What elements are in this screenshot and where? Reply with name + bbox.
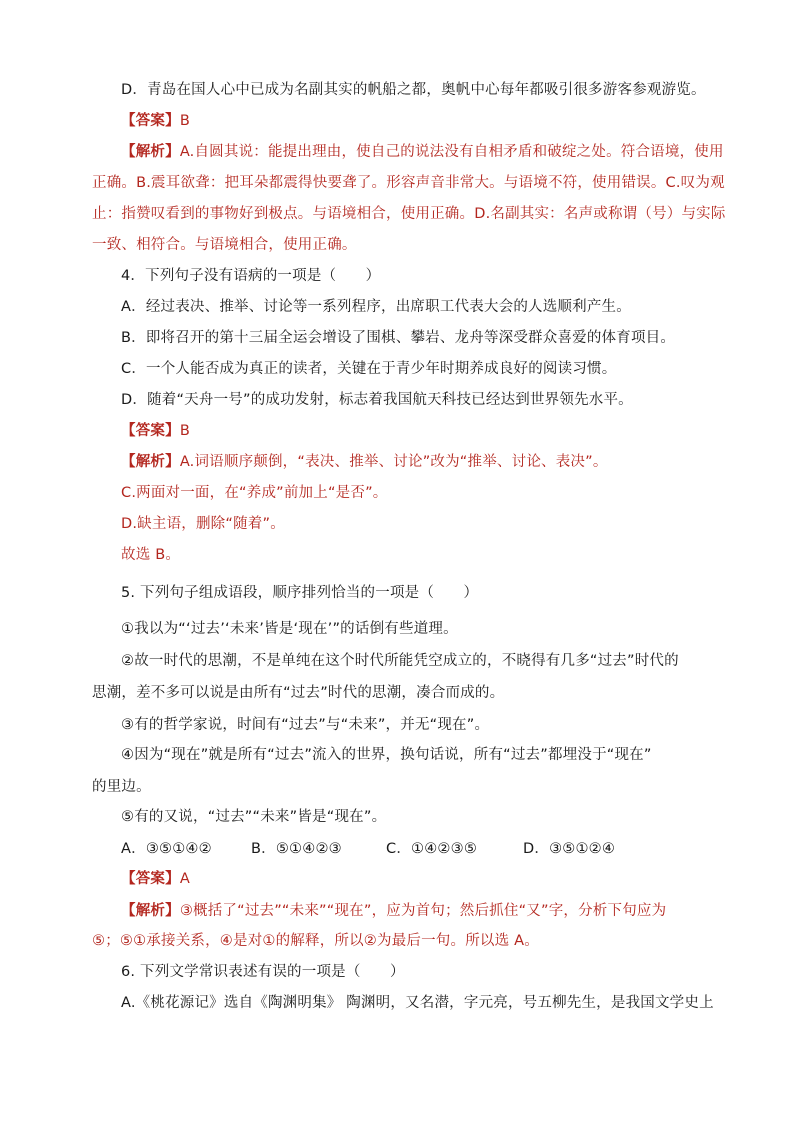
q3-analysis-line: 【解析】A.自圆其说：能提出理由，使自己的说法没有自相矛盾和破绽之处。符合语境，使用 [121,144,724,160]
q3-analysis-line: 止：指赞叹看到的事物好到极点。与语境相合，使用正确。D.名副其实：名声或称谓（号）与实际 [92,206,726,222]
q5-sentence: 思潮，差不多可以说是由所有“过去”时代的思潮，凑合而成的。 [92,685,505,701]
q4-stem: 4．下列句子没有语病的一项是（ ） [121,268,381,284]
q4-option-b: B．即将召开的第十三届全运会增设了围棋、攀岩、龙舟等深受群众喜爱的体育项目。 [121,330,676,346]
q3-option-d: D．青岛在国人心中已成为名副其实的帆船之都，奥帆中心每年都吸引很多游客参观游览。 [121,82,706,98]
q6-option-a: A.《桃花源记》选自《陶渊明集》 陶渊明，又名潜，字元亮，号五柳先生，是我国文学史上 [121,995,714,1011]
q4-analysis-line: D.缺主语，删除“随着”。 [121,516,285,532]
q5-sentence: ⑤有的又说，“过去”“未来”皆是“现在”。 [121,809,387,825]
q5-sentence: ①我以为“‘过去’‘未来’皆是‘现在’”的话倒有些道理。 [121,621,458,637]
q5-choice-d: D．③⑤①②④ [523,841,616,857]
q5-sentence: ④因为“现在”就是所有“过去”流入的世界，换句话说，所有“过去”都埋没于“现在” [121,747,652,763]
q5-analysis-line: 【解析】③概括了“过去”“未来”“现在”，应为首句；然后抓住“又”字，分析下句应为 [121,903,667,919]
analysis-tag: 【解析】 [121,144,180,160]
answer-value: B [179,113,190,129]
q5-sentence: ②故一时代的思潮，不是单纯在这个时代所能凭空成立的，不晓得有几多“过去”时代的 [121,653,679,669]
q5-choices [121,839,701,859]
q5-choice-b: B．⑤①④②③ [251,841,342,857]
q6-stem: 6. 下列文学常识表述有误的一项是（ ） [121,964,405,980]
q4-analysis-line: C.两面对一面，在“养成”前加上“是否”。 [121,485,388,501]
q3-analysis-line: 正确。B.震耳欲聋：把耳朵都震得快要聋了。形容声音非常大。与语境不符，使用错误。C.叹为观 [92,175,725,191]
q5-choice-a: A．③⑤①④② [121,841,212,857]
answer-value: B [179,423,190,439]
q4-option-d: D．随着“天舟一号”的成功发射，标志着我国航天科技已经达到世界领先水平。 [121,392,633,408]
q4-analysis-line: 故选 B。 [121,547,181,563]
answer-tag: 【答案】 [121,423,180,439]
q4-analysis-line: 【解析】A.词语顺序颠倒，“表决、推举、讨论”改为“推举、讨论、表决”。 [121,454,608,470]
q5-sentence: 的里边。 [92,779,151,795]
q5-answer [121,869,701,889]
q4-option-c: C．一个人能否成为真正的读者，关键在于青少年时期养成良好的阅读习惯。 [121,361,617,377]
answer-value: A [179,871,190,887]
q3-answer [121,111,701,131]
q5-sentence: ③有的哲学家说，时间有“过去”与“未来”，并无“现在”。 [121,717,490,733]
q5-choice-c: C．①④②③⑤ [386,841,478,857]
answer-tag: 【答案】 [121,113,180,129]
answer-tag: 【答案】 [121,871,180,887]
q5-analysis-line: ⑤；⑤①承接关系，④是对①的解释，所以②为最后一句。所以选 A。 [92,933,539,949]
q4-option-a: A．经过表决、推举、讨论等一系列程序，出席职工代表大会的人选顺利产生。 [121,299,631,315]
analysis-tag: 【解析】 [121,903,180,919]
q5-stem: 5. 下列句子组成语段，顺序排列恰当的一项是（ ） [121,585,479,601]
q3-analysis-line: 一致、相符合。与语境相合，使用正确。 [92,237,357,253]
analysis-tag: 【解析】 [121,454,180,470]
q4-answer [121,421,701,441]
